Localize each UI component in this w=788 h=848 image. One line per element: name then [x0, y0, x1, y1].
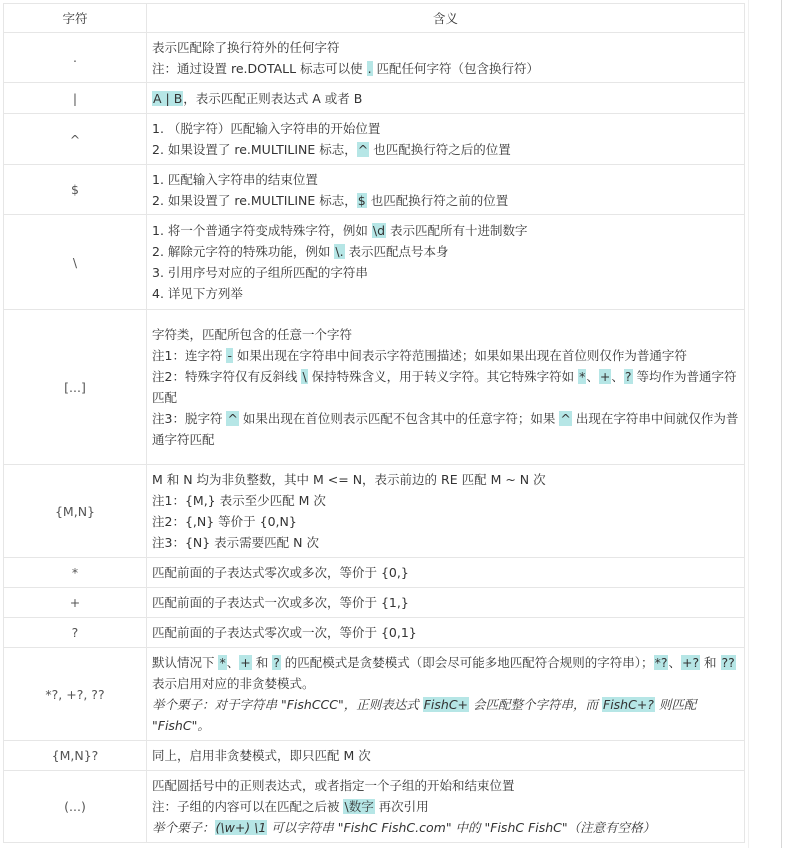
symbol-cell: ?: [4, 618, 147, 648]
text-segment: 4. 详见下方列举: [152, 286, 243, 301]
regex-syntax-table: [3, 3, 745, 843]
meaning-cell: [147, 465, 745, 558]
meaning-line: [152, 469, 739, 490]
meaning-line: [152, 169, 739, 190]
text-segment: 1. （脱字符）匹配输入字符串的开始位置: [152, 121, 381, 136]
text-segment: 可以字符串 "FishC FishC.com" 中的 "FishC FishC"（注意有空格）: [267, 820, 656, 835]
code-highlight: *?: [654, 655, 668, 670]
code-highlight: *: [219, 655, 226, 670]
meaning-line: [152, 324, 739, 345]
text-segment: 再次引用: [374, 799, 429, 814]
table-row: [4, 215, 745, 310]
meaning-line: [152, 37, 739, 58]
code-highlight: (\w+) \1: [215, 820, 267, 835]
meaning-cell: [147, 771, 745, 843]
meaning-cell: [147, 310, 745, 465]
symbol-cell: $: [4, 165, 147, 215]
table-row: [4, 558, 745, 588]
table-row: [4, 310, 745, 465]
code-highlight: *: [579, 369, 586, 384]
code-highlight: $: [357, 192, 366, 208]
meaning-cell: [147, 33, 745, 83]
text-segment: 默认情况下: [152, 655, 219, 670]
text-segment: 注1：{M,} 表示至少匹配 M 次: [152, 493, 326, 508]
text-segment: 匹配前面的子表达式零次或多次，等价于 {0,}: [152, 565, 409, 580]
meaning-cell: [147, 618, 745, 648]
text-segment: 字符类，匹配所包含的任意一个字符: [152, 327, 353, 342]
code-highlight: ^: [227, 411, 238, 426]
meaning-line: [152, 622, 739, 643]
code-highlight: +: [240, 655, 251, 670]
text-segment: 如果出现在首位则表示匹配不包含其中的任意字符；如果: [238, 411, 560, 426]
code-highlight: \数字: [344, 799, 374, 814]
text-segment: 会匹配整个字符串，而: [469, 697, 602, 712]
table-row: [4, 771, 745, 843]
meaning-line: [152, 817, 739, 838]
text-segment: 注3：{N} 表示需要匹配 N 次: [152, 535, 319, 550]
text-segment: 和: [700, 655, 721, 670]
text-segment: 匹配前面的子表达式一次或多次，等价于 {1,}: [152, 595, 409, 610]
meaning-line: [152, 139, 739, 160]
text-segment: 注2：{,N} 等价于 {0,N}: [152, 514, 297, 529]
meaning-line: [152, 796, 739, 817]
text-segment: 也匹配换行符之前的位置: [366, 192, 509, 208]
meaning-line: [152, 283, 739, 304]
text-segment: 匹配任何字符（包含换行符）: [372, 60, 540, 76]
text-segment: 的匹配模式是贪婪模式（即会尽可能多地匹配符合规则的字符串）；: [280, 655, 654, 670]
table-row: [4, 465, 745, 558]
table-row: [4, 588, 745, 618]
symbol-cell: *?, +?, ??: [4, 648, 147, 741]
text-segment: 表示启用对应的非贪婪模式。: [152, 676, 315, 691]
code-highlight: ?: [624, 369, 632, 384]
table-header-row: [4, 4, 745, 33]
code-highlight: \.: [335, 244, 344, 259]
meaning-line: [152, 694, 739, 736]
text-segment: 匹配前面的子表达式零次或一次，等价于 {0,1}: [152, 625, 417, 640]
text-segment: 2. 解除元字符的特殊功能，例如: [152, 244, 335, 259]
meaning-cell: [147, 588, 745, 618]
code-highlight: +?: [681, 655, 700, 670]
text-segment: 表示匹配点号本身: [344, 244, 449, 259]
text-segment: 匹配圆括号中的正则表达式，或者指定一个子组的开始和结束位置: [152, 778, 515, 793]
meaning-line: [152, 118, 739, 139]
meaning-line: [152, 745, 739, 766]
meaning-line: [152, 490, 739, 511]
code-highlight: ^: [357, 142, 369, 157]
meaning-line: [152, 592, 739, 613]
text-segment: 、: [668, 655, 681, 670]
text-segment: 也匹配换行符之后的位置: [369, 142, 511, 157]
text-segment: 2. 如果设置了 re.MULTILINE 标志，: [152, 142, 357, 157]
code-highlight: FishC+?: [603, 697, 654, 712]
meaning-line: [152, 345, 739, 366]
text-segment: 表示匹配所有十进制数字: [386, 223, 528, 238]
text-segment: 等均作为普通字符匹配: [152, 369, 737, 405]
meaning-line: [152, 775, 739, 796]
meaning-line: [152, 190, 739, 211]
meaning-cell: [147, 165, 745, 215]
text-segment: 保持特殊含义，用于转义字符。其它特殊字符如: [307, 369, 579, 384]
code-highlight: A | B: [153, 90, 183, 106]
table-row: [4, 741, 745, 771]
text-segment: 则匹配 "FishC"。: [152, 697, 697, 733]
symbol-cell: |: [4, 83, 147, 114]
text-segment: M 和 N 均为非负整数，其中 M <= N，表示前边的 RE 匹配 M ~ N 次: [152, 472, 546, 487]
text-segment: 3. 引用序号对应的子组所匹配的字符串: [152, 265, 368, 280]
meaning-cell: [147, 83, 745, 114]
symbol-cell: .: [4, 33, 147, 83]
code-highlight: .: [367, 60, 372, 76]
code-highlight: \: [302, 369, 307, 384]
meaning-line: [152, 88, 739, 109]
text-segment: 如果出现在字符串中间表示字符范围描述；如果如果出现在首位则仅作为普通字符: [232, 348, 687, 363]
code-highlight: ??: [721, 655, 735, 670]
symbol-cell: \: [4, 215, 147, 310]
code-highlight: FishC+: [423, 697, 469, 712]
symbol-cell: [...]: [4, 310, 147, 465]
code-highlight: ?: [273, 655, 280, 670]
header-meaning: 含义: [147, 4, 745, 33]
table-body: [4, 33, 745, 843]
text-segment: 举个栗子：对于字符串 "FishCCC"，正则表达式: [152, 697, 423, 712]
text-segment: 注1：连字符: [152, 348, 227, 363]
code-highlight: -: [227, 348, 232, 363]
text-segment: 注3：脱字符: [152, 411, 227, 426]
symbol-cell: {M,N}: [4, 465, 147, 558]
text-segment: ，表示匹配正则表达式 A 或者 B: [183, 90, 363, 106]
text-segment: 注：子组的内容可以在匹配之后被: [152, 799, 344, 814]
meaning-cell: [147, 558, 745, 588]
content-edge: [748, 0, 749, 848]
text-segment: 同上，启用非贪婪模式，即只匹配 M 次: [152, 748, 371, 763]
text-segment: 注2：特殊字符仅有反斜线: [152, 369, 302, 384]
table-row: [4, 165, 745, 215]
page-scroll-edge: [781, 0, 782, 848]
text-segment: 1. 将一个普通字符变成特殊字符，例如: [152, 223, 372, 238]
text-segment: 2. 如果设置了 re.MULTILINE 标志，: [152, 192, 357, 208]
meaning-cell: [147, 114, 745, 165]
meaning-line: [152, 652, 739, 694]
code-highlight: ^: [560, 411, 571, 426]
meaning-line: [152, 366, 739, 408]
text-segment: 和: [251, 655, 273, 670]
meaning-cell: [147, 741, 745, 771]
text-segment: 表示匹配除了换行符外的任何字符: [152, 39, 340, 55]
meaning-line: [152, 241, 739, 262]
symbol-cell: *: [4, 558, 147, 588]
symbol-cell: +: [4, 588, 147, 618]
header-symbol: 字符: [4, 4, 147, 33]
meaning-line: [152, 511, 739, 532]
symbol-cell: {M,N}?: [4, 741, 147, 771]
text-segment: 、: [586, 369, 599, 384]
code-highlight: +: [599, 369, 611, 384]
table-row: [4, 648, 745, 741]
text-segment: 举个栗子：: [152, 820, 215, 835]
code-highlight: \d: [372, 223, 386, 238]
meaning-line: [152, 532, 739, 553]
text-segment: 1. 匹配输入字符串的结束位置: [152, 171, 318, 187]
meaning-line: [152, 262, 739, 283]
text-segment: 、: [611, 369, 624, 384]
text-segment: 注：通过设置 re.DOTALL 标志可以使: [152, 60, 367, 76]
meaning-cell: [147, 648, 745, 741]
meaning-cell: [147, 215, 745, 310]
table-row: [4, 618, 745, 648]
text-segment: 、: [226, 655, 240, 670]
table-row: [4, 83, 745, 114]
text-segment: 出现在字符串中间就仅作为普通字符匹配: [152, 411, 739, 447]
table-row: [4, 114, 745, 165]
meaning-line: [152, 562, 739, 583]
symbol-cell: ^: [4, 114, 147, 165]
meaning-line: [152, 58, 739, 79]
symbol-cell: (...): [4, 771, 147, 843]
meaning-line: [152, 408, 739, 450]
table-row: [4, 33, 745, 83]
meaning-line: [152, 220, 739, 241]
